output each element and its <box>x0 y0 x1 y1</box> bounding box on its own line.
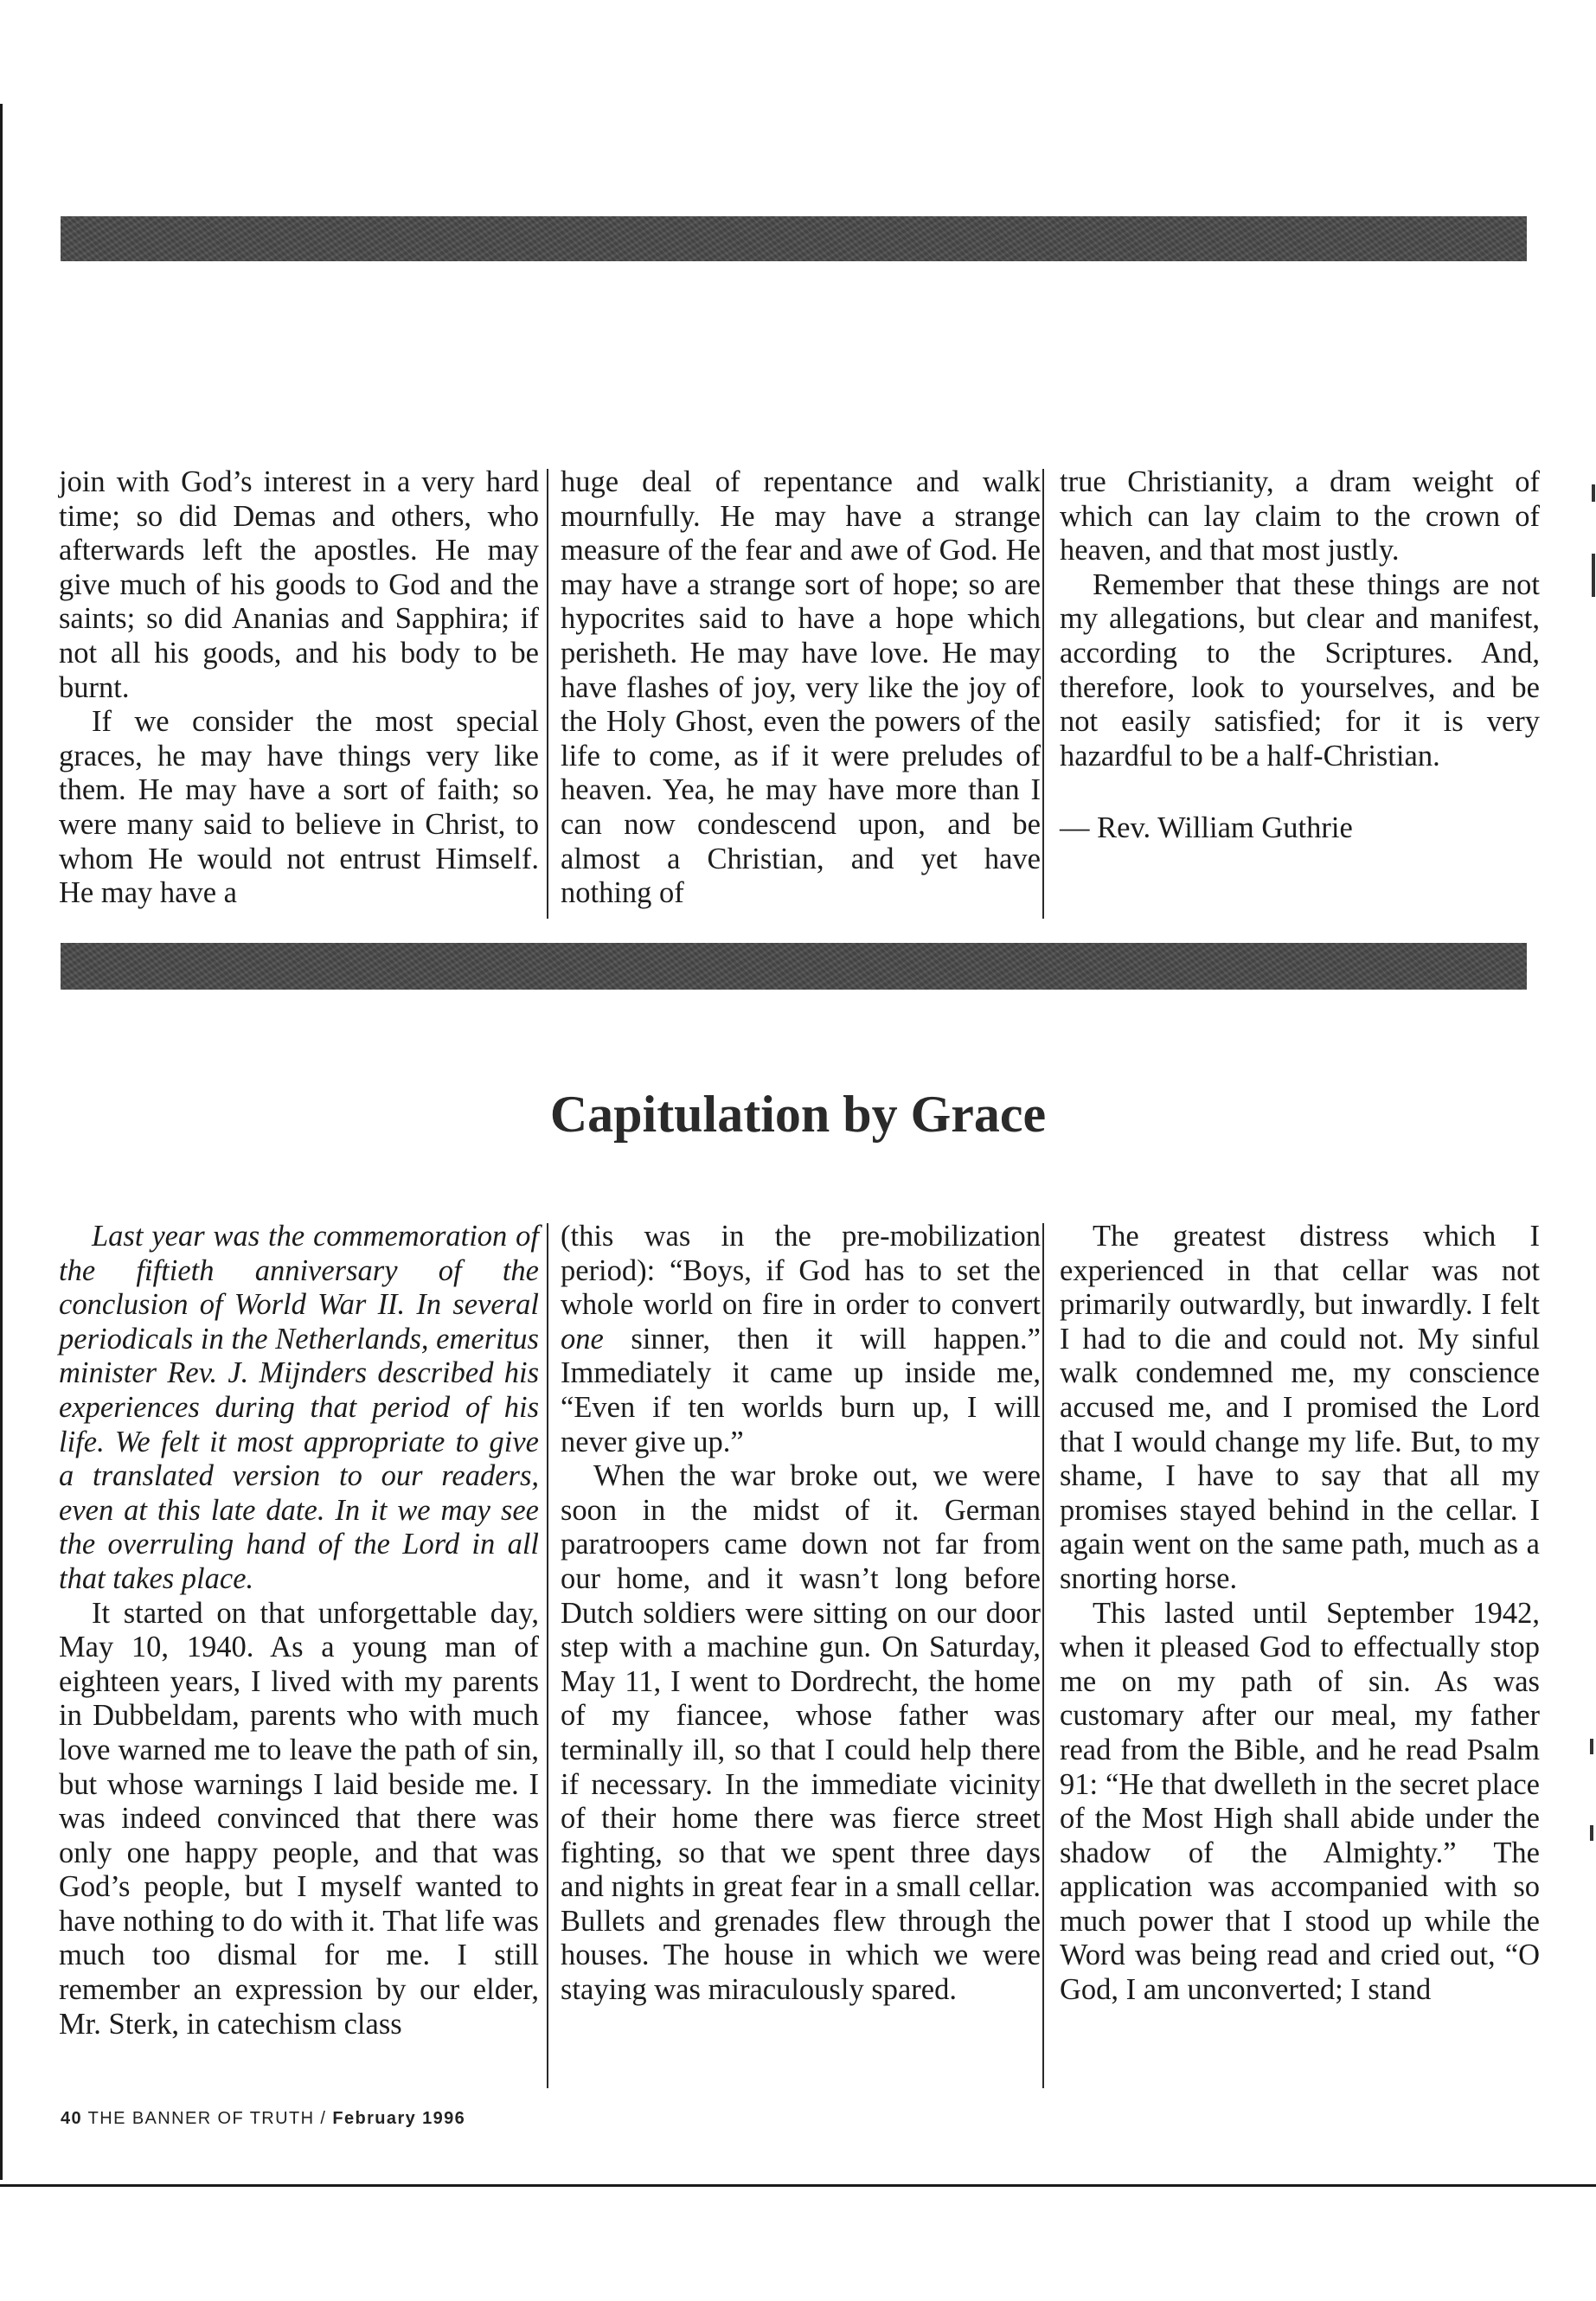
emphasized-word: one <box>561 1322 604 1356</box>
article-column-2 <box>561 1220 1041 2008</box>
column-rule <box>547 469 548 919</box>
article-title: Capitulation by Grace <box>549 1086 1047 1143</box>
article-column-3 <box>1060 1220 1540 2008</box>
scan-mark <box>1592 484 1595 502</box>
top-column-3 <box>1060 465 1540 846</box>
page-footer <box>61 2109 465 2129</box>
article-column-1 <box>59 1220 539 2041</box>
article-intro <box>59 1220 539 1597</box>
column-rule <box>1042 469 1044 919</box>
intro-text: Last year was the commemoration of the fiftieth anniversary of the conclusion of World War II. In several periodicals in the Netherlands, emeritus minister Rev. J. Mijnders described his experiences during that period of his life. We felt it most appropriate to give a translated version to our readers, even at this late date. In it we may see the overruling hand of the Lord in all that takes place. <box>59 1220 539 1595</box>
paragraph: The greatest distress which I experienced in that cellar was not primarily outwardly, but inwardly. I felt I had to die and could not. My sinful walk condemned me, my conscience accused me, and I promised the Lord that I would change my life. But, to my shame, I have to say that all my promises stayed behind in the cellar. I again went on the same path, much as a snorting horse. <box>1060 1220 1540 1595</box>
decorative-band-top <box>61 216 1527 261</box>
decorative-band-middle <box>61 943 1527 990</box>
top-column-1 <box>59 465 539 911</box>
footer-separator: / <box>320 2109 327 2128</box>
issue-date: February 1996 <box>332 2109 466 2128</box>
paragraph: This lasted until September 1942, when it pleased God to effectually stop me on my path of sin. As was customary after our meal, my father read from the Bible, and he read Psalm 91: “He that dwelleth in the secret place of the Most High shall abide under the shadow of the Almighty.” The application was accompanied with so much power that I stood up while the Word was being read and cried out, “O God, I am unconverted; I stand <box>1060 1596 1540 2007</box>
paragraph: It started on that unforgettable day, May 10, 1940. As a young man of eighteen years, I lived with my parents in Dubbeldam, parents who with much love warned me to leave the path of sin, but whose warnings I laid beside me. I was indeed convinced that there was only one happy people, and that was God’s people, but I myself wanted to have nothing to do with it. That life was much too dismal for me. I still remember an expression by our elder, Mr. Sterk, in catechism class <box>59 1596 539 2041</box>
top-column-2 <box>561 465 1041 911</box>
attribution: — Rev. William Guthrie <box>1060 811 1353 845</box>
column-rule <box>547 1223 548 2088</box>
page-number: 40 <box>61 2109 83 2128</box>
paragraph: When the war broke out, we were soon in the midst of it. German paratroopers came down not far from our home, and it wasn’t long before Dutch soldiers were sitting on our door step with a machine gun. On Saturday, May 11, I went to Dordrecht, the home of my fiancee, whose father was terminally ill, so that I could help there if necessary. In the immediate vicinity of their home there was fierce street fighting, so that we spent three days and nights in great fear in a small cellar. Bullets and grenades flew through the houses. The house in which we were staying was miraculously spared. <box>561 1459 1041 2007</box>
paragraph: If we consider the most special graces, he may have things very like them. He may have a sort of faith; so were many said to believe in Christ, to whom He would not entrust Himself. He may have a <box>59 705 539 910</box>
publication-name: THE BANNER OF TRUTH <box>87 2109 315 2128</box>
text-segment: (this was in the pre-mobilization period): “Boys, if God has to set the whole world on fire in order to convert <box>561 1220 1041 1322</box>
scan-mark <box>1590 1739 1593 1754</box>
text-segment: sinner, then it will happen.” Immediately it came up inside me, “Even if ten worlds burn up, I will never give up.” <box>561 1322 1041 1458</box>
paragraph: true Christianity, a dram weight of which can lay claim to the crown of heaven, and that most justly. <box>1060 465 1540 567</box>
paragraph: join with God’s interest in a very hard time; so did Demas and others, who afterwards left the apostles. He may give much of his goods to God and the saints; so did Ananias and Sapphira; if not all his goods, and his body to be burnt. <box>59 465 539 704</box>
paragraph <box>561 1220 1041 1459</box>
scan-mark <box>1592 554 1595 597</box>
scan-mark <box>1590 1825 1593 1841</box>
column-rule <box>1042 1223 1044 2088</box>
paragraph: Remember that these things are not my allegations, but clear and manifest, according to the Scriptures. And, therefore, look to yourselves, and be not easily satisfied; for it is very hazardful to be a half-Christian. <box>1060 567 1540 772</box>
page-bottom-edge <box>0 2184 1596 2187</box>
paragraph: huge deal of repentance and walk mournfully. He may have a strange measure of the fear and awe of God. He may have a strange sort of hope; so are hypocrites said to have a hope which perisheth. He may have love. He may have flashes of joy, very like the joy of the Holy Ghost, even the powers of the life to come, as if it were preludes of heaven. Yea, he may have more than I can now condescend upon, and be almost a Christian, and yet have nothing of <box>561 465 1041 910</box>
